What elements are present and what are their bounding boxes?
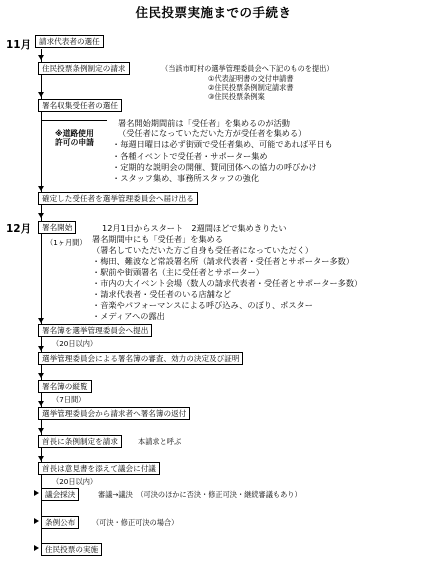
submit-deadline: （20日以内） <box>52 339 98 348</box>
promulgation-note: （可決・修正可決の場合） <box>92 518 179 527</box>
required-document-2: ②住民投票条例制定請求書 <box>208 83 294 92</box>
collector-activity-line: ・スタッフ集め、事務所スタッフの強化 <box>112 173 260 183</box>
collector-activity-line: ・毎週日曜日は必ず街頭で受任者集め、可能であれば平日も <box>112 139 333 149</box>
collector-activity-line: ・各種イベントで受任者・サポーター集め <box>112 151 268 161</box>
assembly-deadline: （20日以内） <box>52 477 98 486</box>
ordinance-request-note: （当該市町村の選挙管理委員会へ下記のものを提出） <box>161 64 334 73</box>
arrow-down-icon <box>38 428 44 433</box>
flow-line <box>41 49 42 233</box>
assembly-vote-note: 審議→議決 （可決のほかに否決・修正可決・継続審議もあり） <box>98 490 302 499</box>
step-return-signatures: 選挙管理委員会から請求者へ署名簿の返付 <box>38 407 190 420</box>
signature-activity-line: ・梅田、難波など常設署名所（請求代表者・受任者とサポーター多数） <box>92 256 355 266</box>
arrow-down-icon <box>38 92 44 97</box>
signature-activity-line: 12月1日からスタート 2週間ほどで集めきりたい <box>102 223 287 233</box>
road-permit-note-line1: ※道路使用 <box>55 129 94 138</box>
road-permit-note-line2: 許可の申請 <box>55 138 94 147</box>
required-document-1: ①代表証明書の交付申請書 <box>208 74 294 83</box>
signature-activity-line: 署名期間中にも「受任者」を集める <box>92 234 224 244</box>
step-ordinance-request: 住民投票条例制定の請求 <box>38 62 130 75</box>
step-submit-signatures: 署名簿を選挙管理委員会へ提出 <box>38 324 152 337</box>
arrow-down-icon <box>38 213 44 218</box>
arrow-down-icon <box>38 55 44 60</box>
arrow-down-icon <box>38 373 44 378</box>
step-assembly-vote: 議会採決 <box>41 488 79 501</box>
arrow-down-icon <box>38 318 44 323</box>
step-request-to-mayor: 首長に条例制定を請求 <box>38 435 122 448</box>
arrow-down-icon <box>38 186 44 191</box>
step-select-representative: 請求代表者の選任 <box>35 35 104 48</box>
inspection-period: （7日間） <box>52 395 86 404</box>
arrow-down-icon <box>38 456 44 461</box>
collector-activity-line: 署名開始期間前は「受任者」を集めるのが活動 <box>118 118 290 128</box>
signature-activity-line: ・駅前や街頭署名（主に受任者とサポーター） <box>92 267 264 277</box>
signature-activity-line: ・市内の大イベント会場（数人の請求代表者・受任者とサポーター多数） <box>92 278 363 288</box>
step-start-signatures: 署名開始 <box>38 221 76 234</box>
signature-activity-line: ・音楽やパフォーマンスによる呼び込み、のぼり、ポスター <box>92 300 313 310</box>
month-label-november: 11月 <box>6 39 32 51</box>
step-hold-referendum: 住民投票の実施 <box>41 543 102 556</box>
step-review-signatures: 選挙管理委員会による署名簿の審査、効力の決定及び証明 <box>38 352 243 365</box>
page-title: 住民投票実施までの手続き <box>135 5 292 20</box>
collector-activity-line: ・定期的な説明会の開催、賛同団体への協力の呼びかけ <box>112 162 317 172</box>
step-submit-to-assembly: 首長は意見書を添えて議会に付議 <box>38 462 160 475</box>
branch-line <box>41 120 107 121</box>
formal-request-note: 本請求と呼ぶ <box>138 437 182 446</box>
signature-activity-line: ・請求代表者・受任者のいる店舗など <box>92 289 232 299</box>
month-label-december: 12月 <box>6 223 32 235</box>
step-select-collectors: 署名収集受任者の選任 <box>38 99 122 112</box>
arrow-down-icon <box>38 346 44 351</box>
signature-period: （1ヶ月間） <box>46 238 87 247</box>
signature-activity-line: （署名していただいた方ご自身も受任者になっていただく） <box>92 245 314 255</box>
signature-activity-line: ・メディアへの露出 <box>92 311 165 321</box>
step-public-inspection: 署名簿の縦覧 <box>38 380 92 393</box>
arrow-down-icon <box>38 401 44 406</box>
step-register-collectors: 確定した受任者を選挙管理委員会へ届け出る <box>38 192 198 205</box>
arrow-right-icon <box>34 518 39 524</box>
step-promulgate-ordinance: 条例公布 <box>41 516 79 529</box>
collector-activity-line: （受任者になっていただいた方が受任者を集める） <box>118 128 307 138</box>
arrow-right-icon <box>34 545 39 551</box>
arrow-right-icon <box>34 490 39 496</box>
required-document-3: ③住民投票条例案 <box>208 92 265 101</box>
